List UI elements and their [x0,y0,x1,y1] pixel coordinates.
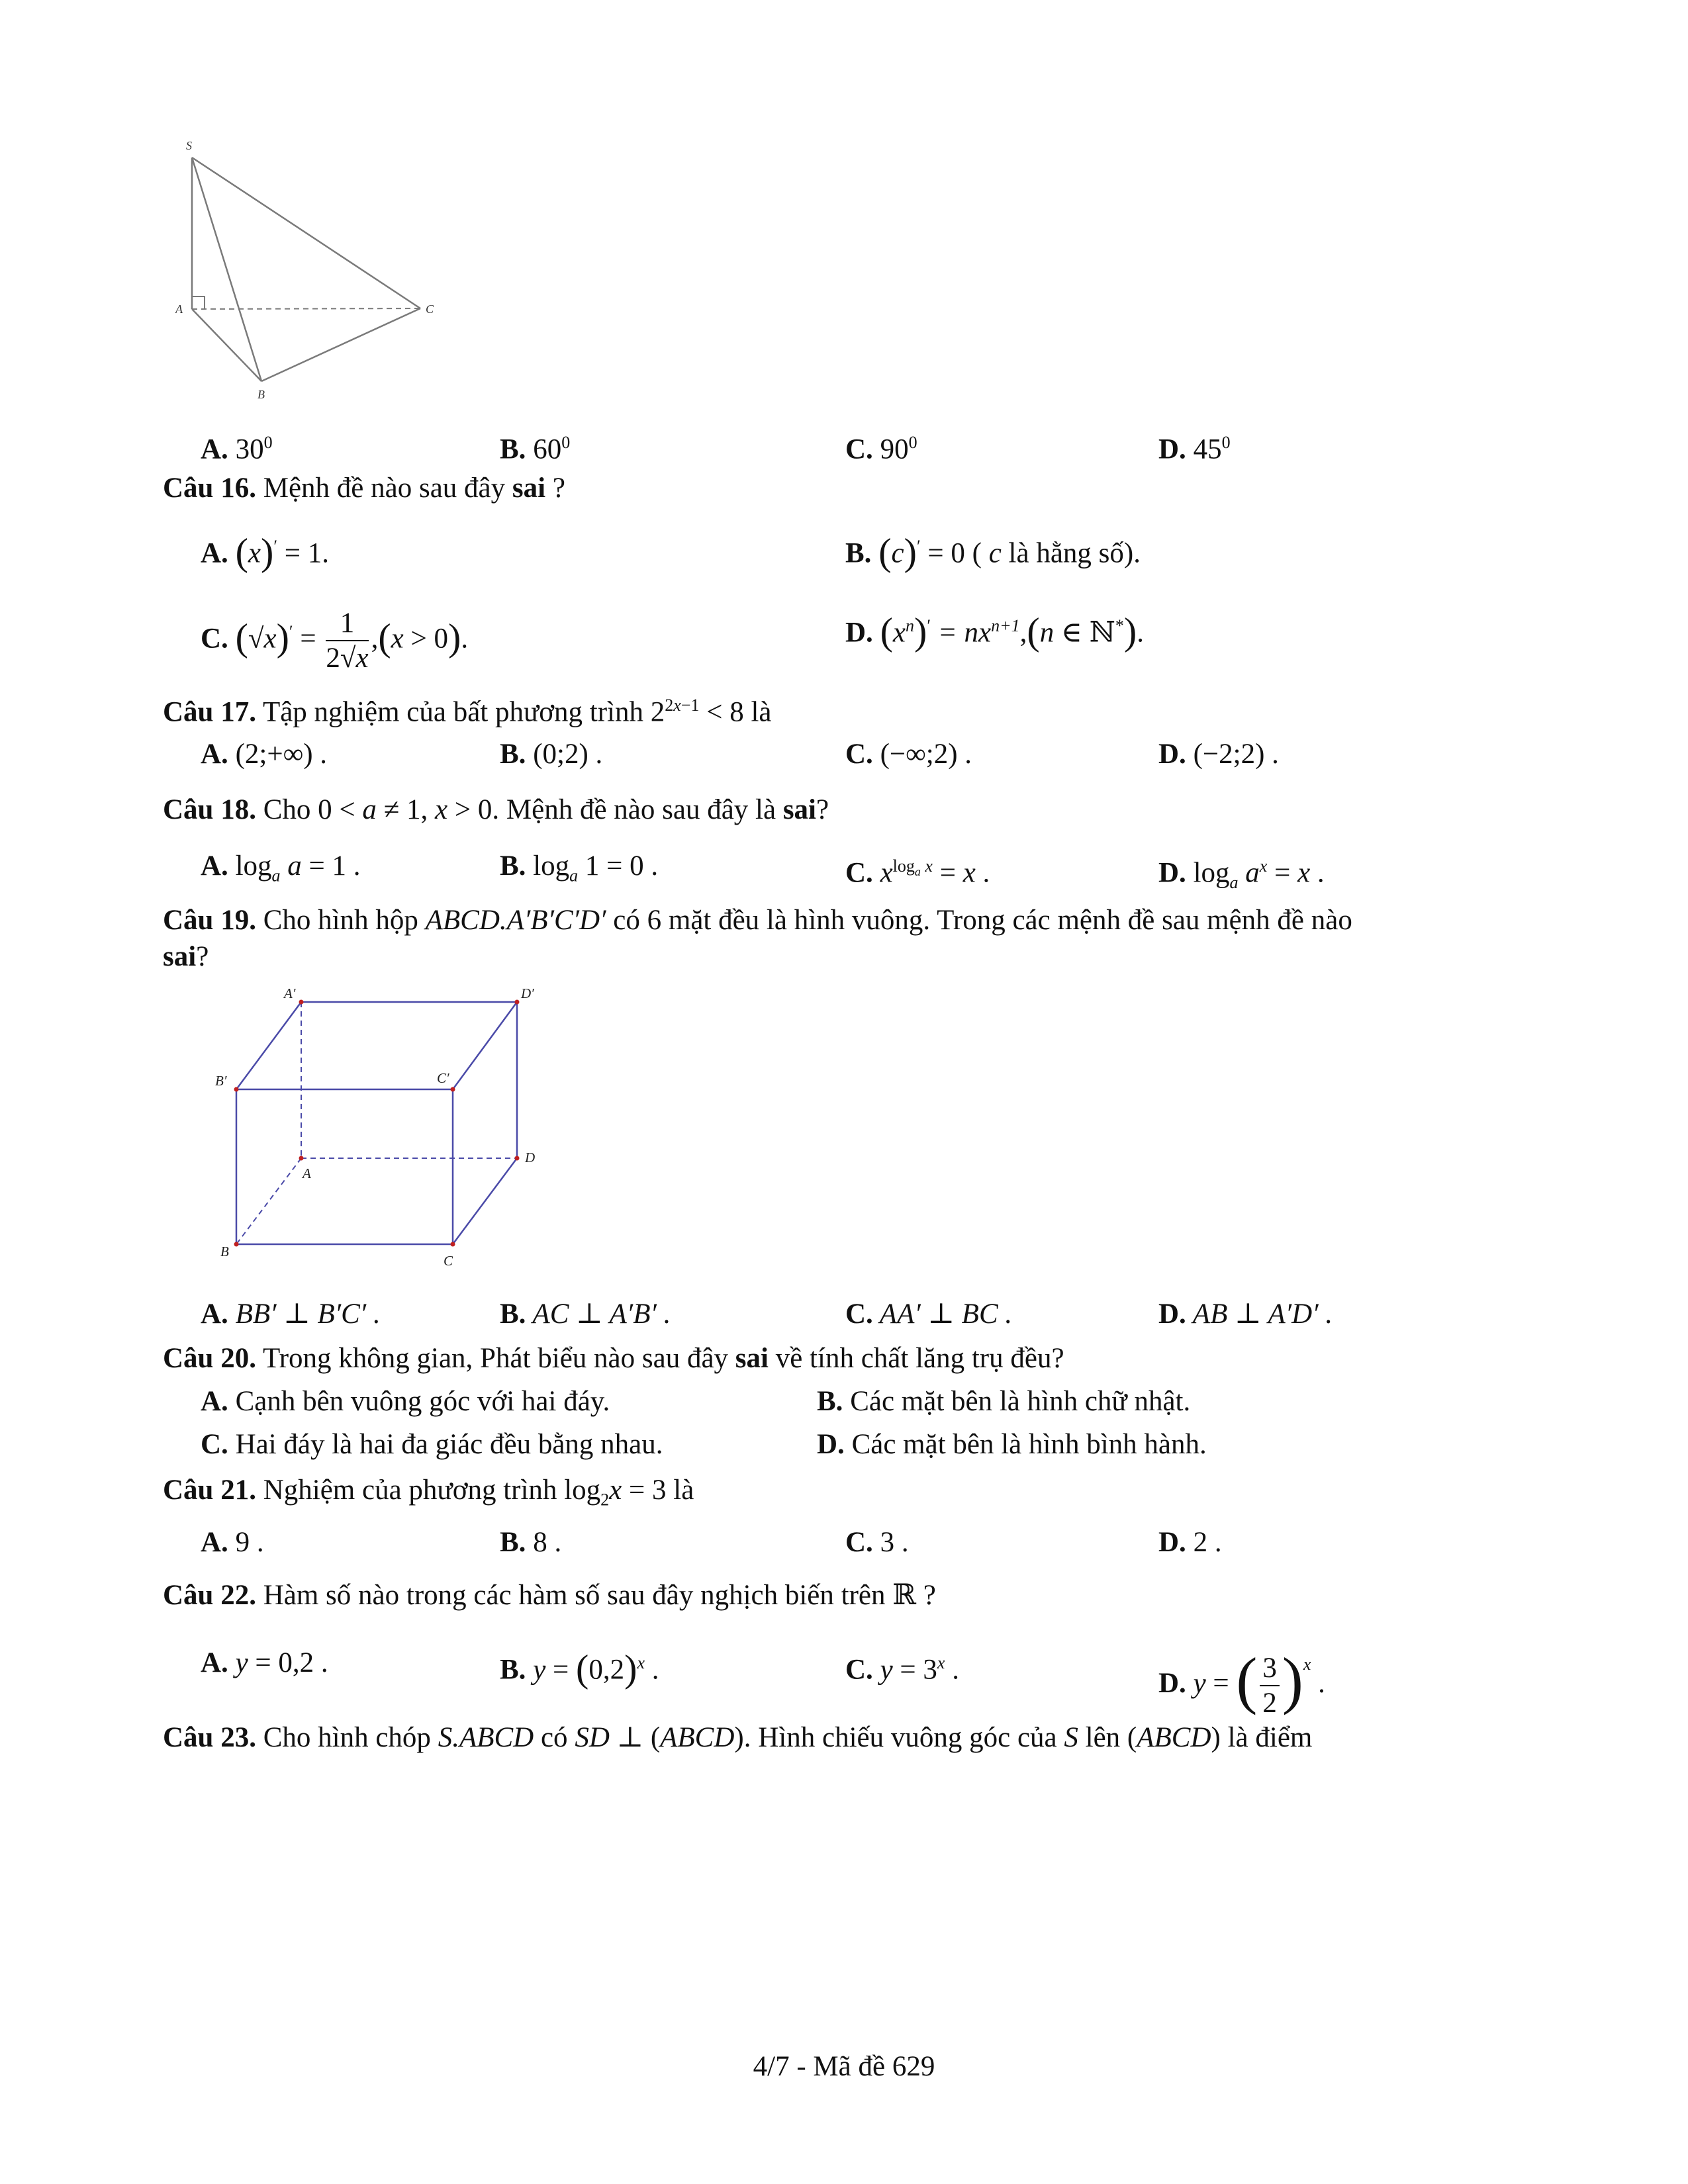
q19-option-a[interactable]: A. BB′ ⊥ B′C′ . [201,1298,381,1330]
q20-question: Câu 20. Trong không gian, Phát biểu nào sau đây sai về tính chất lăng trụ đều? [163,1343,1064,1374]
q19-option-d[interactable]: D. AB ⊥ A′D′ . [1158,1298,1333,1330]
edge-bc [261,308,420,381]
q19-option-b[interactable]: B. AC ⊥ A′B′ . [500,1298,671,1330]
q21-option-c[interactable]: C. 3 . [845,1527,909,1558]
edge-ac-hidden [192,308,420,309]
q19-option-c[interactable]: C. AA′ ⊥ BC . [845,1298,1013,1330]
edge-d1c1 [453,1002,517,1089]
q22-question: Câu 22. Hàm số nào trong các hàm số sau đây nghịch biến trên ℝ ? [163,1580,936,1611]
label-c1: C′ [437,1070,449,1086]
label-d: D [525,1150,536,1165]
edge-ab-hidden [236,1158,301,1244]
q18-question: Câu 18. Cho 0 < a ≠ 1, x > 0. Mệnh đề nào sau đây là sai? [163,794,829,825]
q22-option-b[interactable]: B. $y = (0,2)^x$ . [500,1647,659,1690]
q16-question: Câu 16. Mệnh đề nào sau đây sai ? [163,473,565,504]
q17-question: Câu 17. Tập nghiệm của bất phương trình $2^{2x-1} < 8$ là [163,696,772,728]
q21-option-b[interactable]: B. 8 . [500,1527,562,1558]
q18-option-a[interactable]: A. $\log_a a = 1$ . [201,850,361,886]
q17-option-b[interactable]: B. (0;2) . [500,739,603,770]
q15-option-d[interactable]: D. $45^0$ [1158,433,1231,465]
edge-a1b1 [236,1002,301,1089]
point-c1 [451,1087,455,1092]
point-b [234,1242,239,1247]
label-c: C [444,1253,453,1269]
q19-question-line2: sai? [163,941,209,972]
label-a: A [303,1165,311,1181]
edge-cd [453,1158,517,1244]
q15-option-c[interactable]: C. $90^0$ [845,433,917,465]
cube-figure [209,986,553,1277]
point-a [299,1156,304,1161]
label-d1: D′ [521,986,534,1001]
q23-question: Câu 23. Cho hình chóp S.ABCD có SD ⊥ (ABCD). Hình chiếu vuông góc của S lên (ABCD) là điểm [163,1722,1313,1753]
point-b1 [234,1087,239,1092]
edge-sb [192,158,261,381]
q20-option-b[interactable]: B. Các mặt bên là hình chữ nhật. [817,1386,1191,1417]
q22-option-c[interactable]: C. $y = 3^x$ . [845,1653,959,1686]
q16-option-a[interactable]: A. (x)′ = 1. [201,530,330,574]
q16-option-c[interactable]: C. (√x)′ = $\frac{1}{2√x}$ ,(x > 0). [201,608,469,674]
q17-option-c[interactable]: C. (−∞;2) . [845,739,972,770]
right-angle-mark [192,296,205,309]
vertex-c-label: C [426,302,434,316]
point-d1 [515,1000,520,1005]
label-b: B [220,1244,229,1259]
q17-option-a[interactable]: A. (2;+∞) . [201,739,328,770]
label-a1: A′ [284,986,296,1001]
vertex-s-label: S [186,139,192,152]
q19-question: Câu 19. Cho hình hộp ABCD.A′B′C′D′ có 6 mặt đều là hình vuông. Trong các mệnh đề sau mệnh đề nào [163,905,1352,936]
edge-sc [192,158,420,308]
q18-option-d[interactable]: D. $\log_a a^x = x$ . [1158,856,1325,892]
q17-option-d[interactable]: D. (−2;2) . [1158,739,1279,770]
q21-option-d[interactable]: D. 2 . [1158,1527,1222,1558]
q20-option-a[interactable]: A. Cạnh bên vuông góc với hai đáy. [201,1386,610,1417]
page-footer: 4/7 - Mã đề 629 [753,2051,935,2082]
q22-option-d[interactable]: D. y = ( $\frac{3}{2}$ )$^x$ . [1158,1645,1325,1719]
point-d [515,1156,520,1161]
point-c [451,1242,455,1247]
q20-option-d[interactable]: D. Các mặt bên là hình bình hành. [817,1429,1207,1460]
q22-option-a[interactable]: A. y = 0,2 . [201,1647,328,1678]
q20-option-c[interactable]: C. Hai đáy là hai đa giác đều bằng nhau. [201,1429,663,1460]
q21-option-a[interactable]: A. 9 . [201,1527,264,1558]
q15-option-a[interactable]: A. $30^0$ [201,433,273,465]
vertex-b-label: B [258,388,265,401]
q18-option-c[interactable]: C. $x^{log_a x} = x$ . [845,856,990,889]
label-b1: B′ [215,1073,227,1089]
pyramid-figure [175,132,453,410]
q18-option-b[interactable]: B. $\log_a 1 = 0$ . [500,850,659,886]
point-a1 [299,1000,304,1005]
q16-option-d[interactable]: D. $(x^n)' = nx^{n+1},(n$ ∈ ℕ*). [845,610,1144,653]
vertex-a-label: A [175,302,183,316]
q15-option-b[interactable]: B. $60^0$ [500,433,571,465]
q16-option-b[interactable]: B. (c)′ = 0 ( c là hằng số). [845,530,1141,574]
q21-question: Câu 21. Nghiệm của phương trình $\log_2x = 3$ là [163,1475,694,1510]
